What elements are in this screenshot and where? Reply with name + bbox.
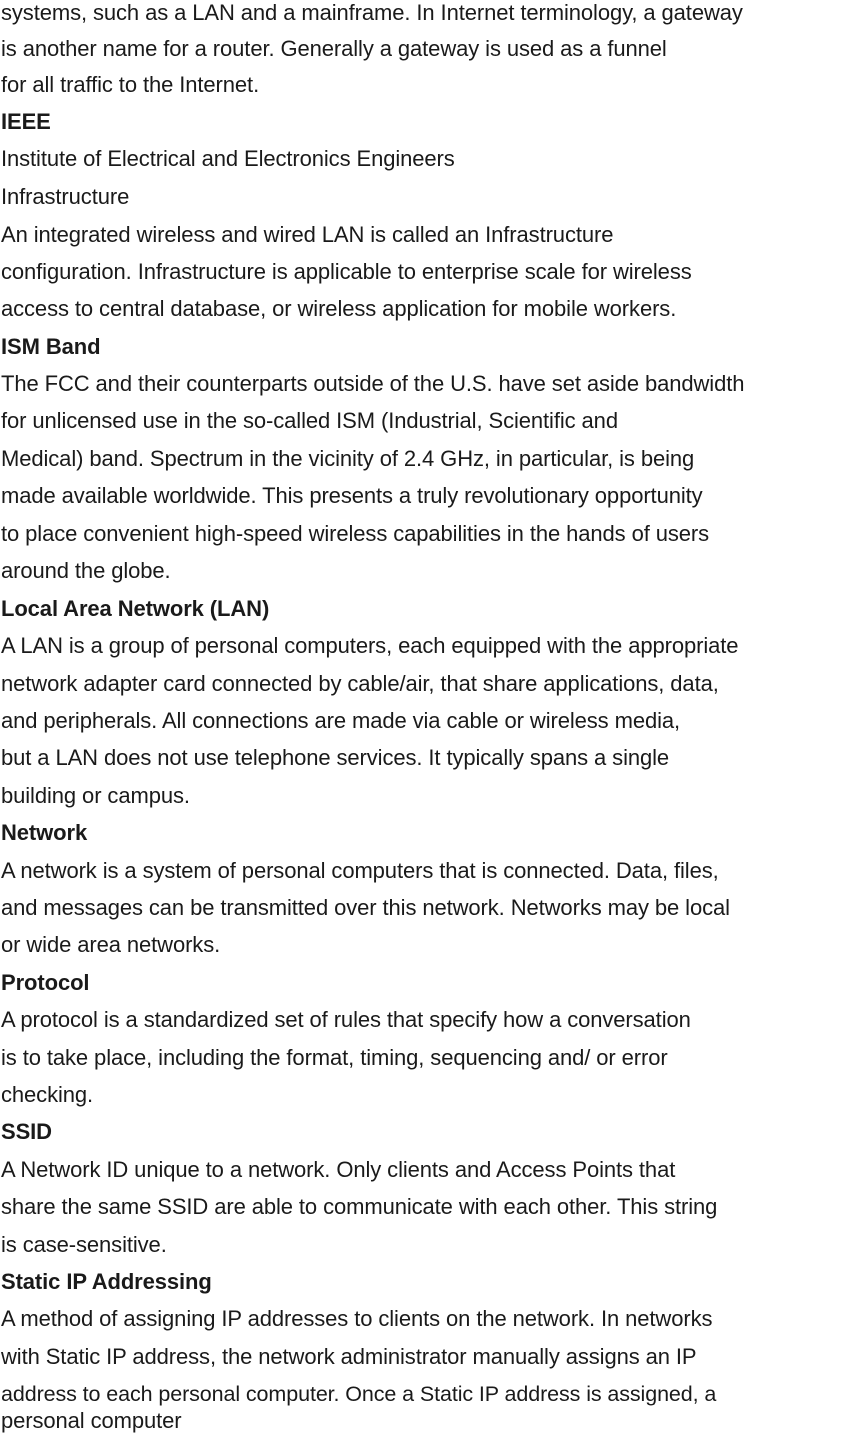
ssid-definition-line-3: is case-sensitive. bbox=[1, 1232, 167, 1257]
ism-band-definition-line-4: made available worldwide. This presents a truly revolutionary opportunity bbox=[1, 483, 703, 508]
term-ism-band: ISM Band bbox=[1, 334, 101, 359]
ssid-definition-line-2: share the same SSID are able to communicate with each other. This string bbox=[1, 1194, 718, 1219]
term-static-ip-addressing: Static IP Addressing bbox=[1, 1269, 212, 1294]
network-definition-line-3: or wide area networks. bbox=[1, 932, 221, 957]
static-ip-definition-line-2: with Static IP address, the network administrator manually assigns an IP bbox=[1, 1344, 697, 1369]
lan-definition-line-2: network adapter card connected by cable/air, that share applications, data, bbox=[1, 671, 719, 696]
network-definition-line-2: and messages can be transmitted over this network. Networks may be local bbox=[1, 895, 730, 920]
term-ieee: IEEE bbox=[1, 109, 51, 134]
ism-band-definition-line-1: The FCC and their counterparts outside of the U.S. have set aside bandwidth bbox=[1, 371, 745, 396]
protocol-definition-line-3: checking. bbox=[1, 1082, 94, 1107]
gateway-definition-line-2: is another name for a router. Generally a gateway is used as a funnel bbox=[1, 36, 667, 61]
infrastructure-definition-line-3: access to central database, or wireless application for mobile workers. bbox=[1, 296, 677, 321]
static-ip-definition-line-1: A method of assigning IP addresses to clients on the network. In networks bbox=[1, 1306, 713, 1331]
ssid-definition-line-1: A Network ID unique to a network. Only clients and Access Points that bbox=[1, 1157, 676, 1182]
ieee-definition-line-1: Institute of Electrical and Electronics Engineers bbox=[1, 146, 455, 171]
term-protocol: Protocol bbox=[1, 970, 90, 995]
term-network: Network bbox=[1, 820, 88, 845]
lan-definition-line-1: A LAN is a group of personal computers, each equipped with the appropriate bbox=[1, 633, 739, 658]
infrastructure-definition-line-2: configuration. Infrastructure is applicable to enterprise scale for wireless bbox=[1, 259, 692, 284]
infrastructure-definition-line-1: An integrated wireless and wired LAN is called an Infrastructure bbox=[1, 222, 614, 247]
ism-band-definition-line-2: for unlicensed use in the so-called ISM (Industrial, Scientific and bbox=[1, 408, 618, 433]
gateway-definition-line-1: systems, such as a LAN and a mainframe. In Internet terminology, a gateway bbox=[1, 0, 743, 25]
term-ssid: SSID bbox=[1, 1119, 52, 1144]
ism-band-definition-line-5: to place convenient high-speed wireless capabilities in the hands of users bbox=[1, 521, 710, 546]
lan-definition-line-5: building or campus. bbox=[1, 783, 190, 808]
term-lan: Local Area Network (LAN) bbox=[1, 596, 270, 621]
lan-definition-line-3: and peripherals. All connections are made via cable or wireless media, bbox=[1, 708, 681, 733]
static-ip-definition-line-4: personal computer bbox=[1, 1408, 182, 1433]
lan-definition-line-4: but a LAN does not use telephone services. It typically spans a single bbox=[1, 745, 670, 770]
static-ip-definition-line-3: address to each personal computer. Once a Static IP address is assigned, a bbox=[1, 1382, 717, 1406]
gateway-definition-line-3: for all traffic to the Internet. bbox=[1, 72, 260, 97]
protocol-definition-line-1: A protocol is a standardized set of rules that specify how a conversation bbox=[1, 1007, 691, 1032]
protocol-definition-line-2: is to take place, including the format, timing, sequencing and/ or error bbox=[1, 1045, 668, 1070]
network-definition-line-1: A network is a system of personal computers that is connected. Data, files, bbox=[1, 858, 719, 883]
term-infrastructure: Infrastructure bbox=[1, 184, 130, 209]
ism-band-definition-line-3: Medical) band. Spectrum in the vicinity of 2.4 GHz, in particular, is being bbox=[1, 446, 695, 471]
ism-band-definition-line-6: around the globe. bbox=[1, 558, 171, 583]
